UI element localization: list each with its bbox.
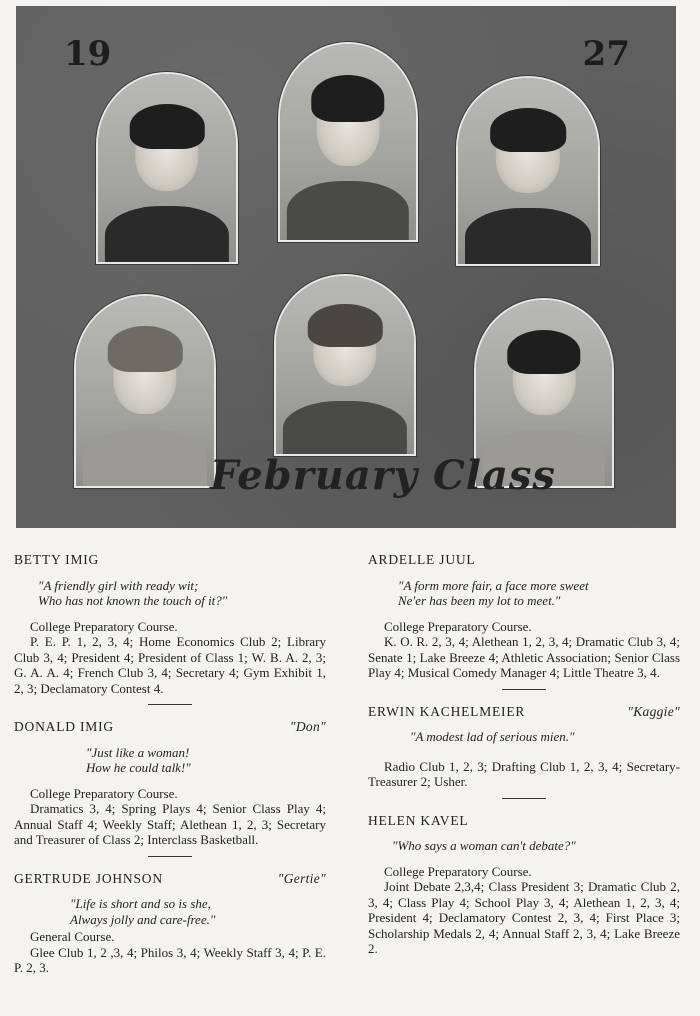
student-course: College Preparatory Course. (30, 618, 178, 634)
left-column (14, 552, 326, 976)
entry-gertrude-johnson (14, 871, 326, 976)
divider (148, 856, 192, 857)
student-quote: "A modest lad of serious mien." (410, 729, 575, 744)
class-title: February Class (210, 452, 556, 499)
student-quote: "Who says a woman can't debate?" (392, 838, 576, 853)
entry-ardelle-juul (368, 552, 680, 681)
student-course: College Preparatory Course. (30, 785, 178, 801)
portrait-ardelle-juul (456, 76, 600, 266)
divider (148, 704, 192, 705)
student-activities: K. O. R. 2, 3, 4; Alethean 1, 2, 3, 4; Dramatic Club 3, 4; Senate 1; Lake Breeze 4; Athletic Association; Senior Class Play 4; Musical Comedy Manager 4; Little Theatre 3, 4. (368, 634, 680, 680)
portrait-betty-imig (96, 72, 238, 264)
student-name: BETTY IMIG (14, 552, 100, 567)
student-name: ERWIN KACHELMEIER (368, 703, 526, 719)
student-quote: "Life is short and so is she, Always jolly and care-free." (70, 896, 216, 927)
portrait-panel (16, 6, 676, 528)
entry-donald-imig (14, 719, 326, 848)
right-column (368, 552, 680, 957)
student-name: HELEN KAVEL (368, 812, 469, 828)
entry-erwin-kachelmeier (368, 704, 680, 790)
entry-helen-kavel (368, 813, 680, 957)
year-left: 19 (64, 34, 112, 74)
student-nickname: "Gertie" (277, 870, 326, 886)
portrait-donald-imig (278, 42, 418, 242)
student-activities: Joint Debate 2,3,4; Class President 3; Dramatic Club 2, 3, 4; Class Play 4; School Play 3, 4; Alethean 1, 2, 3, 4; President 4; Declamatory Contest 2, 3, 4; First Place 3; Scholarship Medals 2, 4; Annual Staff 2, 3, 4; Lake Breeze 2. (368, 879, 680, 956)
student-course: General Course. (30, 929, 115, 944)
student-activities: Dramatics 3, 4; Spring Plays 4; Senior Class Play 4; Annual Staff 4; Weekly Staff; Alethean 1, 2, 3; Secretary and Treasurer of Class 2; Interclass Basketball. (14, 801, 326, 847)
year-right: 27 (582, 34, 630, 74)
student-course: College Preparatory Course. (384, 863, 532, 879)
entry-betty-imig (14, 552, 326, 696)
student-quote: "A form more fair, a face more sweet Ne'er has been my lot to meet." (398, 577, 589, 608)
student-quote: "Just like a woman! How he could talk!" (86, 744, 191, 775)
student-nickname: "Don" (289, 719, 326, 734)
divider (502, 689, 546, 690)
student-nickname: "Kaggie" (627, 703, 680, 719)
student-activities: P. E. P. 1, 2, 3, 4; Home Economics Club 2; Library Club 3, 4; President 4; President of Class 1; W. B. A. 2, 3; G. A. A. 4; French Club 3, 4; Secretary 4; Gym Exhibit 1, 2, 3; Declamatory Contest 4. (14, 634, 326, 696)
portrait-erwin-kachelmeier (274, 274, 416, 456)
portrait-gertrude-johnson (74, 294, 216, 488)
student-quote: "A friendly girl with ready wit; Who has not known the touch of it?" (38, 577, 228, 608)
student-activities: Glee Club 1, 2 ,3, 4; Philos 3, 4; Weekly Staff 3, 4; P. E. P. 2, 3. (14, 944, 326, 975)
student-activities: Radio Club 1, 2, 3; Drafting Club 1, 2, 3, 4; Secretary-Treasurer 2; Usher. (368, 758, 680, 789)
student-name: ARDELLE JUUL (368, 552, 476, 567)
divider (502, 798, 546, 799)
student-name: GERTRUDE JOHNSON (14, 870, 163, 886)
student-course: College Preparatory Course. (384, 618, 532, 634)
student-name: DONALD IMIG (14, 719, 114, 734)
